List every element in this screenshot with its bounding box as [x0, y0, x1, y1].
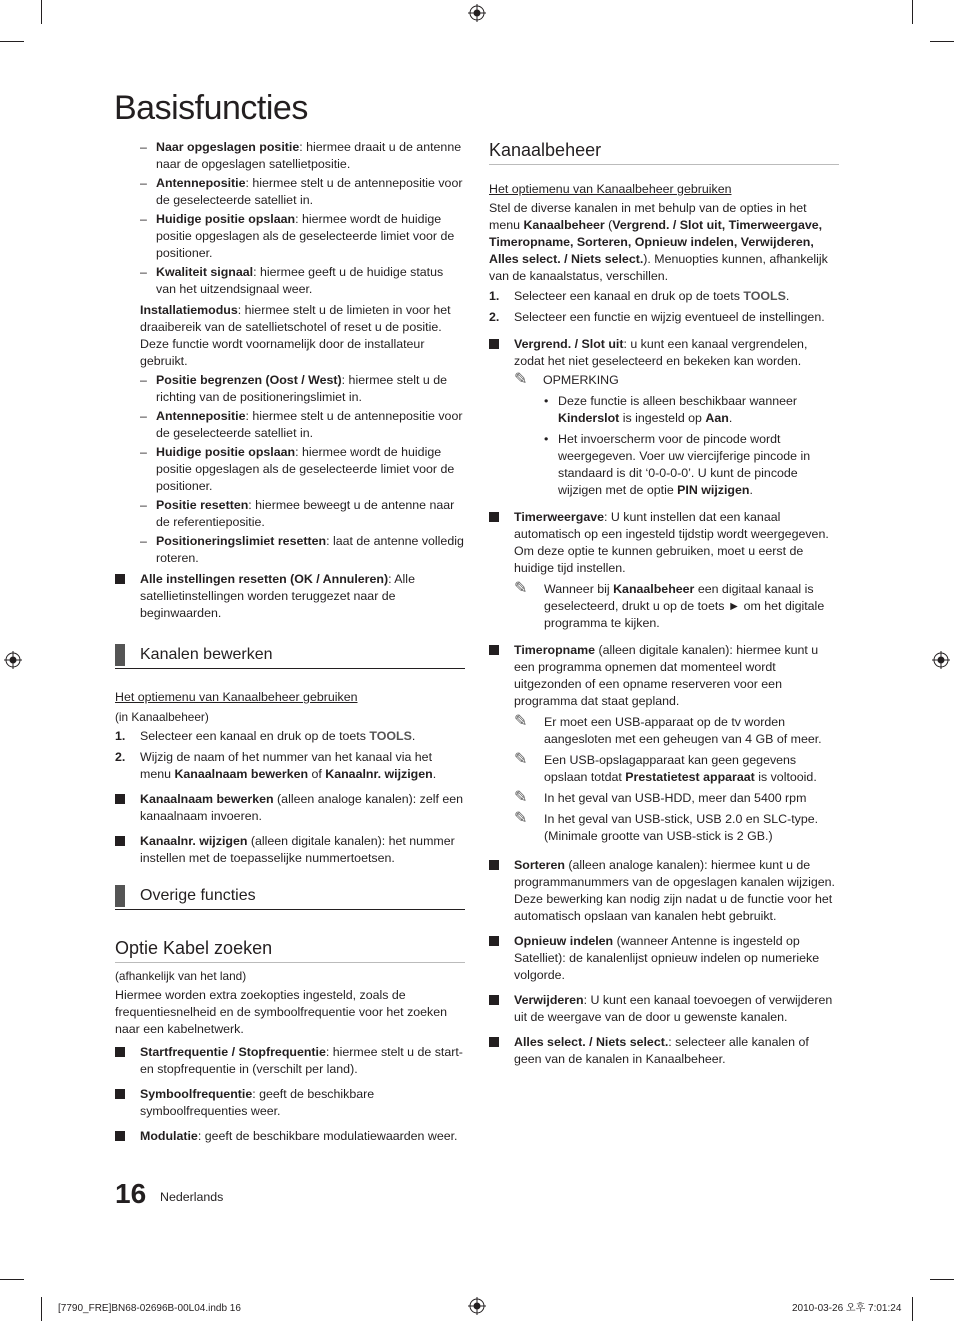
list-item: – Huidige positie opslaan: hiermee wordt de huidige positie opgeslagen als de geselecteerde limiet voor de positioner. — [140, 211, 465, 262]
crop-mark — [41, 1297, 42, 1321]
note-bullets — [489, 393, 839, 499]
square-bullet-icon — [489, 339, 499, 349]
registration-mark-icon — [4, 651, 22, 669]
square-bullet-icon — [115, 574, 125, 584]
page-title: Basisfuncties — [114, 89, 308, 127]
list-item: – Positioneringslimiet resetten: laat de antenne volledig roteren. — [140, 533, 465, 567]
section-heading-overige-functies: Overige functies — [115, 885, 465, 910]
step-item: 1. Selecteer een kanaal en druk op de toets TOOLS. — [115, 729, 416, 743]
list-item: – Naar opgeslagen positie: hiermee draait u de antenne naar de opgeslagen satellietpositie. — [140, 139, 465, 173]
pencil-note-icon: ✎ — [514, 713, 528, 730]
square-bullet-icon — [489, 1037, 499, 1047]
list-item: Opnieuw indelen (wanneer Antenne is ingesteld op Satelliet): de kanalenlijst opnieuw indelen op numerieke volgorde. — [489, 933, 839, 984]
section-heading-kanaalbeheer: Kanaalbeheer — [489, 138, 839, 165]
list-item: – Kwaliteit signaal: hiermee geeft u de huidige status van het uitzendsignaal weer. — [140, 264, 465, 298]
crop-mark — [912, 0, 913, 24]
square-bullet-icon — [489, 995, 499, 1005]
section-bar-icon — [115, 644, 125, 666]
registration-mark-icon — [468, 1297, 486, 1315]
list-item: – Positie resetten: hiermee beweegt u de antenne naar de referentiepositie. — [140, 497, 465, 531]
pencil-note-icon: ✎ — [514, 371, 528, 388]
kabel-intro: Hiermee worden extra zoekopties ingesteld, zoals de frequentiesnelheid en de symboolfrequentie voor het zoeken naar een kabelnetwerk. — [115, 988, 448, 1036]
print-date-info: 2010-03-26 오후 7:01:24 — [792, 1303, 902, 1314]
square-bullet-icon — [489, 860, 499, 870]
step-item: 1. Selecteer een kanaal en druk op de toets TOOLS. — [489, 289, 790, 303]
note-item: ✎ Een USB-opslagapparaat kan geen gegevens opslaan totdat Prestatietest apparaat is voltooid. — [514, 751, 817, 784]
section-heading-kanalen-bewerken: Kanalen bewerken — [115, 644, 465, 669]
list-item: Symboolfrequentie: geeft de beschikbare symboolfrequenties weer. — [115, 1086, 465, 1120]
country-note: (afhankelijk van het land) — [115, 969, 247, 983]
note-item: ✎ In het geval van USB-HDD, meer dan 5400 rpm — [514, 789, 807, 806]
subheading: Het optiemenu van Kanaalbeheer gebruiken — [489, 182, 732, 196]
section-heading-kabel-zoeken: Optie Kabel zoeken — [115, 936, 465, 963]
list-item: Verwijderen: U kunt een kanaal toevoegen of verwijderen uit de weergave van de door u gewenste kanalen. — [489, 992, 839, 1026]
subheading: Het optiemenu van Kanaalbeheer gebruiken — [115, 690, 358, 704]
install-mode-paragraph: Installatiemodus: hiermee stelt u de limieten in voor het draaibereik van de satellietschotel of reset u de positie. Deze functie wordt voornamelijk door de installateur gebruikt. — [140, 303, 451, 368]
kanaalbeheer-intro: Stel de diverse kanalen in met behulp van de opties in het menu Kanaalbeheer (Vergrend. / Slot uit, Timerweergave, Timeropname, Sorteren, Opnieuw indelen, Verwijderen, Alles select. / Niets select.). Menuopties kunnen, afhankelijk van de kanaalstatus, verschillen. — [489, 201, 828, 283]
pencil-note-icon: ✎ — [514, 810, 528, 827]
registration-mark-icon — [468, 4, 486, 22]
square-bullet-icon — [115, 1047, 125, 1057]
square-bullet-icon — [115, 1131, 125, 1141]
list-item: – Antennepositie: hiermee stelt u de antennepositie voor de geselecteerde satelliet in. — [140, 175, 465, 209]
list-item: Timerweergave: U kunt instellen dat een kanaal automatisch op een ingesteld tijdstip wordt weergegeven. Om deze optie te kunnen gebruiken, moet u eerst de huidige tijd instellen. — [489, 509, 839, 577]
list-item: – Huidige positie opslaan: hiermee wordt de huidige positie opgeslagen als de geselecteerde limiet voor de positioner. — [140, 444, 465, 495]
list-item: Sorteren (alleen analoge kanalen): hiermee kunt u de programmanummers van de opgeslagen kanalen wijzigen. Deze bewerking kan nodig zijn nadat u de functie voor het automatisch opslaan van kanalen hebt gebruikt. — [489, 857, 839, 925]
pencil-note-icon: ✎ — [514, 580, 528, 597]
list-item: Kanaalnaam bewerken (alleen analoge kanalen): zelf een kanaalnaam invoeren. — [115, 791, 465, 825]
registration-mark-icon — [932, 651, 950, 669]
square-bullet-icon — [489, 936, 499, 946]
list-item: Startfrequentie / Stopfrequentie: hiermee stelt u de start- en stopfrequentie in (verschilt per land). — [115, 1044, 465, 1078]
list-item: • Deze functie is alleen beschikbaar wanneer Kinderslot is ingesteld op Aan. — [543, 393, 839, 427]
list-item: Vergrend. / Slot uit: u kunt een kanaal vergrendelen, zodat het niet geselecteerd en bekeken kan worden. — [489, 336, 839, 370]
square-bullet-icon — [115, 1089, 125, 1099]
crop-mark — [0, 1279, 24, 1280]
list-item: Modulatie: geeft de beschikbare modulatiewaarden weer. — [115, 1128, 465, 1145]
right-column — [489, 138, 839, 1076]
print-file-info: [7790_FRE]BN68-02696B-00L04.indb 16 — [58, 1303, 241, 1314]
note-item: ✎ Er moet een USB-apparaat op de tv worden aangesloten met een geheugen van 4 GB of meer. — [514, 713, 822, 746]
list-item: • Het invoerscherm voor de pincode wordt weergegeven. Voer uw viercijferige pincode in standaard is dit ‘0-0-0-0’. U kunt de pincode wijzigen met de optie PIN wijzigen. — [543, 431, 839, 499]
square-bullet-icon — [489, 512, 499, 522]
list-item: – Antennepositie: hiermee stelt u de antennepositie voor de geselecteerde satelliet in. — [140, 408, 465, 442]
dash-list-positioner — [115, 139, 465, 298]
step-item: 2. Selecteer een functie en wijzig eventueel de instellingen. — [489, 310, 825, 324]
context-note: (in Kanaalbeheer) — [115, 710, 209, 724]
pencil-note-icon: ✎ — [514, 751, 528, 768]
note-heading: ✎ OPMERKING — [514, 371, 619, 388]
list-item: Alles select. / Niets select.: selecteer alle kanalen of geen van de kanalen in Kanaalbeheer. — [489, 1034, 839, 1068]
list-item: Timeropname (alleen digitale kanalen): hiermee kunt u een programma opnemen dat momenteel wordt uitgezonden of een opname reserveren voor een programma dat staat gepland. — [489, 642, 839, 710]
left-column — [115, 139, 465, 1153]
note-item: ✎ In het geval van USB-stick, USB 2.0 en SLC-type. (Minimale grootte van USB-stick is 2 GB.) — [514, 810, 819, 843]
crop-mark — [912, 1297, 913, 1321]
crop-mark — [930, 41, 954, 42]
step-item: 2. Wijzig de naam of het nummer van het kanaal via het menu Kanaalnaam bewerken of Kanaalnr. wijzigen. — [115, 750, 437, 781]
dash-list-install — [115, 372, 465, 567]
reset-all-item: Alle instellingen resetten (OK / Annuleren): Alle satellietinstellingen worden teruggezet naar de beginwaarden. — [115, 571, 465, 622]
page-language: Nederlands — [160, 1190, 224, 1204]
page-number: 16 — [115, 1178, 147, 1209]
crop-mark — [0, 41, 24, 42]
section-bar-icon — [115, 885, 125, 907]
list-item: – Positie begrenzen (Oost / West): hiermee stelt u de richting van de positioneringslimiet in. — [140, 372, 465, 406]
pencil-note-icon: ✎ — [514, 789, 528, 806]
crop-mark — [930, 1279, 954, 1280]
list-item: Kanaalnr. wijzigen (alleen digitale kanalen): het nummer instellen met de toepasselijke nummertoetsen. — [115, 833, 465, 867]
note-item: ✎ Wanneer bij Kanaalbeheer een digitaal kanaal is geselecteerd, drukt u op de toets ► om het digitale programma te kijken. — [514, 580, 825, 630]
square-bullet-icon — [489, 645, 499, 655]
square-bullet-icon — [115, 836, 125, 846]
crop-mark — [41, 0, 42, 24]
square-bullet-icon — [115, 794, 125, 804]
